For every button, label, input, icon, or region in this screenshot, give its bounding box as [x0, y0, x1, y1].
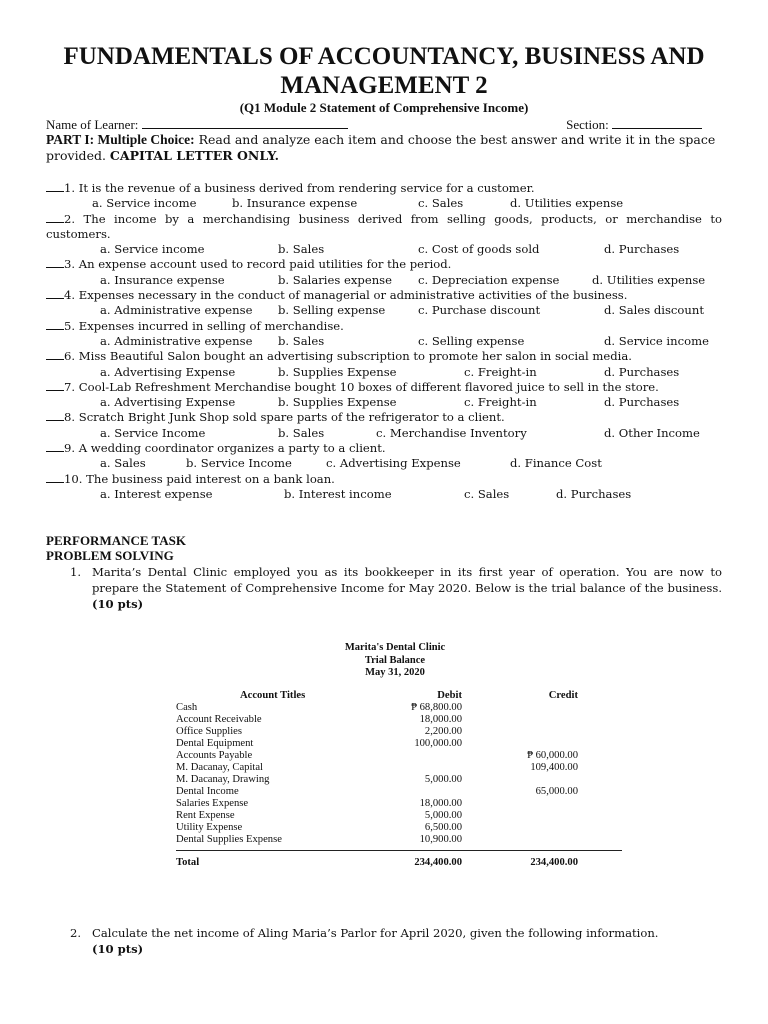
tb-total-credit: 234,400.00: [530, 857, 578, 868]
option-c: c. Purchase discount: [418, 303, 541, 318]
question-1-options: [46, 196, 722, 211]
tb-row: [176, 810, 622, 822]
question-3: [46, 257, 722, 272]
option-b: b. Service Income: [186, 456, 292, 471]
option-c: c. Advertising Expense: [326, 456, 461, 471]
option-b: b. Sales: [278, 333, 325, 348]
answer-blank[interactable]: [46, 349, 64, 360]
option-a: a. Advertising Expense: [100, 395, 236, 410]
part1-lead: PART I: Multiple Choice:: [46, 132, 195, 147]
option-d: d. Purchases: [556, 486, 632, 501]
option-d: d. Purchases: [604, 364, 680, 379]
tb-credit: 65,000.00: [535, 786, 578, 797]
answer-blank[interactable]: [46, 380, 64, 391]
option-c: c. Selling expense: [418, 333, 525, 348]
performance-heading-block: [46, 533, 186, 563]
tb-account: Accounts Payable: [176, 750, 253, 761]
tb-credit: ₱ 60,000.00: [527, 750, 578, 761]
task-1-points: (10 pts): [92, 597, 144, 611]
tb-col-account: Account Titles: [240, 690, 306, 701]
tb-account: Utility Expense: [176, 822, 243, 833]
option-d: d. Finance Cost: [510, 456, 602, 471]
task-2-number: 2.: [70, 926, 82, 940]
option-d: d. Purchases: [604, 395, 680, 410]
task-2: [70, 925, 722, 957]
question-5: [46, 319, 722, 334]
performance-heading: PERFORMANCE TASK: [46, 533, 186, 548]
option-a: a. Sales: [100, 456, 146, 471]
tb-debit: 100,000.00: [414, 738, 462, 749]
tb-account: Account Receivable: [176, 714, 262, 725]
question-text: 5. Expenses incurred in selling of merchandise.: [64, 318, 344, 333]
tb-date: May 31, 2020: [365, 667, 425, 678]
option-a: a. Insurance expense: [100, 272, 225, 287]
option-b: b. Insurance expense: [232, 196, 358, 211]
question-text: 9. A wedding coordinator organizes a party to a client.: [64, 441, 386, 456]
tb-debit: 18,000.00: [419, 798, 462, 809]
tb-account: Cash: [176, 702, 198, 713]
question-7: [46, 380, 722, 395]
question-10: [46, 472, 722, 487]
tb-row: [176, 726, 622, 738]
question-4-options: [46, 303, 722, 318]
tb-title: Trial Balance: [364, 654, 426, 666]
question-text: 4. Expenses necessary in the conduct of managerial or administrative activities of the business.: [64, 288, 628, 303]
option-c: c. Freight-in: [464, 395, 537, 410]
option-d: d. Purchases: [604, 242, 680, 257]
tb-debit: 5,000.00: [424, 810, 462, 821]
tb-account: Office Supplies: [176, 726, 243, 737]
option-c: c. Sales: [418, 196, 464, 211]
option-c: c. Cost of goods sold: [418, 242, 540, 257]
option-b: b. Sales: [278, 425, 325, 440]
tb-account: Dental Equipment: [176, 738, 254, 749]
question-6: [46, 349, 722, 364]
task-1: [70, 564, 722, 612]
tb-row: [176, 714, 622, 726]
trial-balance-table: [176, 690, 622, 869]
tb-row: [176, 750, 622, 762]
tb-debit: 5,000.00: [424, 774, 462, 785]
question-text: 10. The business paid interest on a bank loan.: [64, 471, 335, 486]
problem-solving-heading: PROBLEM SOLVING: [46, 548, 174, 563]
option-b: b. Selling expense: [278, 303, 386, 318]
option-b: b. Salaries expense: [278, 272, 392, 287]
answer-blank[interactable]: [46, 257, 64, 268]
question-7-options: [46, 395, 722, 410]
tb-company: Marita's Dental Clinic: [344, 642, 446, 653]
section-field: [566, 117, 702, 133]
option-c: c. Depreciation expense: [418, 272, 560, 287]
questions-list: [46, 181, 722, 502]
option-d: d. Service income: [604, 333, 709, 348]
section-blank[interactable]: [612, 117, 702, 129]
option-a: a. Advertising Expense: [100, 364, 236, 379]
tb-col-debit: Debit: [437, 690, 462, 701]
tb-debit: 18,000.00: [419, 714, 462, 725]
part1-text: Read and analyze each item and choose the best answer and write it in the space provided.: [46, 132, 716, 163]
part1-emphasis: CAPITAL LETTER ONLY.: [109, 148, 279, 163]
answer-blank[interactable]: [46, 410, 64, 421]
tb-body: [176, 702, 622, 846]
trial-balance-heading: [260, 642, 530, 680]
tb-account: Dental Supplies Expense: [176, 834, 282, 845]
task-1-text: Marita’s Dental Clinic employed you as its bookkeeper in its first year of operation. You are now to prepare the Statement of Comprehensive Income for May 2020. Below is the trial balance of the business.: [92, 565, 722, 595]
tb-header-row: [176, 690, 622, 702]
question-2-options: [46, 242, 722, 257]
section-label: Section:: [566, 117, 609, 132]
option-c: c. Merchandise Inventory: [376, 425, 527, 440]
tb-row: [176, 798, 622, 810]
document-subtitle: (Q1 Module 2 Statement of Comprehensive Income): [239, 100, 529, 115]
question-text: 3. An expense account used to record paid utilities for the period.: [64, 257, 452, 272]
answer-blank[interactable]: [46, 441, 64, 452]
option-c: c. Freight-in: [464, 364, 537, 379]
option-b: b. Interest income: [284, 486, 392, 501]
document-title: FUNDAMENTALS OF ACCOUNTANCY, BUSINESS AND MANAGEMENT 2: [63, 43, 705, 99]
answer-blank[interactable]: [46, 472, 64, 483]
tb-account: M. Dacanay, Drawing: [176, 774, 270, 785]
tb-credit: 109,400.00: [530, 762, 578, 773]
tb-debit: ₱ 68,800.00: [411, 702, 462, 713]
option-b: b. Supplies Expense: [278, 364, 397, 379]
tb-account: Dental Income: [176, 786, 239, 797]
tb-row: [176, 822, 622, 834]
question-text: 1. It is the revenue of a business derived from rendering service for a customer.: [64, 181, 535, 195]
tb-total-row: [176, 857, 622, 869]
tb-debit: 6,500.00: [424, 822, 462, 833]
option-b: b. Supplies Expense: [278, 395, 397, 410]
option-a: a. Administrative expense: [100, 333, 253, 348]
option-d: d. Sales discount: [604, 303, 704, 318]
question-text: 2. The income by a merchandising business derived from selling goods, products, or merchandise to customers.: [46, 211, 722, 241]
question-9-options: [46, 456, 722, 471]
option-c: c. Sales: [464, 486, 510, 501]
tb-row: [176, 738, 622, 750]
question-text: 8. Scratch Bright Junk Shop sold spare parts of the refrigerator to a client.: [64, 410, 505, 425]
question-1: [46, 181, 722, 196]
option-a: a. Service Income: [100, 425, 206, 440]
answer-blank[interactable]: [46, 288, 64, 299]
task-2-points: (10 pts): [92, 942, 144, 956]
tb-total-label: Total: [176, 857, 200, 868]
question-3-options: [46, 273, 722, 288]
tb-row: [176, 762, 622, 774]
task-1-number: 1.: [70, 565, 82, 579]
tb-col-credit: Credit: [548, 690, 578, 701]
tb-debit: 2,200.00: [424, 726, 462, 737]
tb-row: [176, 834, 622, 846]
question-2: [46, 212, 722, 243]
answer-blank[interactable]: [46, 181, 64, 192]
question-8: [46, 410, 722, 425]
name-blank[interactable]: [142, 117, 348, 129]
question-10-options: [46, 487, 722, 502]
part1-instructions: [46, 132, 722, 164]
task-2-text: Calculate the net income of Aling Maria’s Parlor for April 2020, given the following information.: [92, 926, 659, 940]
tb-total-debit: 234,400.00: [414, 857, 462, 868]
option-d: d. Other Income: [604, 425, 700, 440]
question-9: [46, 441, 722, 456]
question-4: [46, 288, 722, 303]
tb-debit: 10,900.00: [419, 834, 462, 845]
answer-blank[interactable]: [46, 212, 64, 223]
question-5-options: [46, 334, 722, 349]
tb-account: M. Dacanay, Capital: [176, 762, 263, 773]
option-a: a. Service income: [92, 196, 197, 211]
question-text: 6. Miss Beautiful Salon bought an advertising subscription to promote her salon in social media.: [64, 349, 632, 364]
option-a: a. Service income: [100, 242, 205, 257]
learner-info: [46, 117, 722, 133]
tb-row: [176, 702, 622, 714]
name-of-learner: [46, 117, 348, 133]
question-text: 7. Cool-Lab Refreshment Merchandise bought 10 boxes of different flavored juice to sell in the store.: [64, 379, 659, 394]
tb-account: Salaries Expense: [176, 798, 249, 809]
option-b: b. Sales: [278, 242, 325, 257]
question-6-options: [46, 365, 722, 380]
tb-total-rule: [176, 850, 622, 851]
option-a: a. Interest expense: [100, 486, 213, 501]
tb-row: [176, 774, 622, 786]
option-a: a. Administrative expense: [100, 303, 253, 318]
question-8-options: [46, 426, 722, 441]
tb-account: Rent Expense: [176, 810, 235, 821]
option-d: d. Utilities expense: [510, 196, 624, 211]
tb-row: [176, 786, 622, 798]
answer-blank[interactable]: [46, 319, 64, 330]
name-label: Name of Learner:: [46, 117, 139, 132]
option-d: d. Utilities expense: [592, 272, 706, 287]
